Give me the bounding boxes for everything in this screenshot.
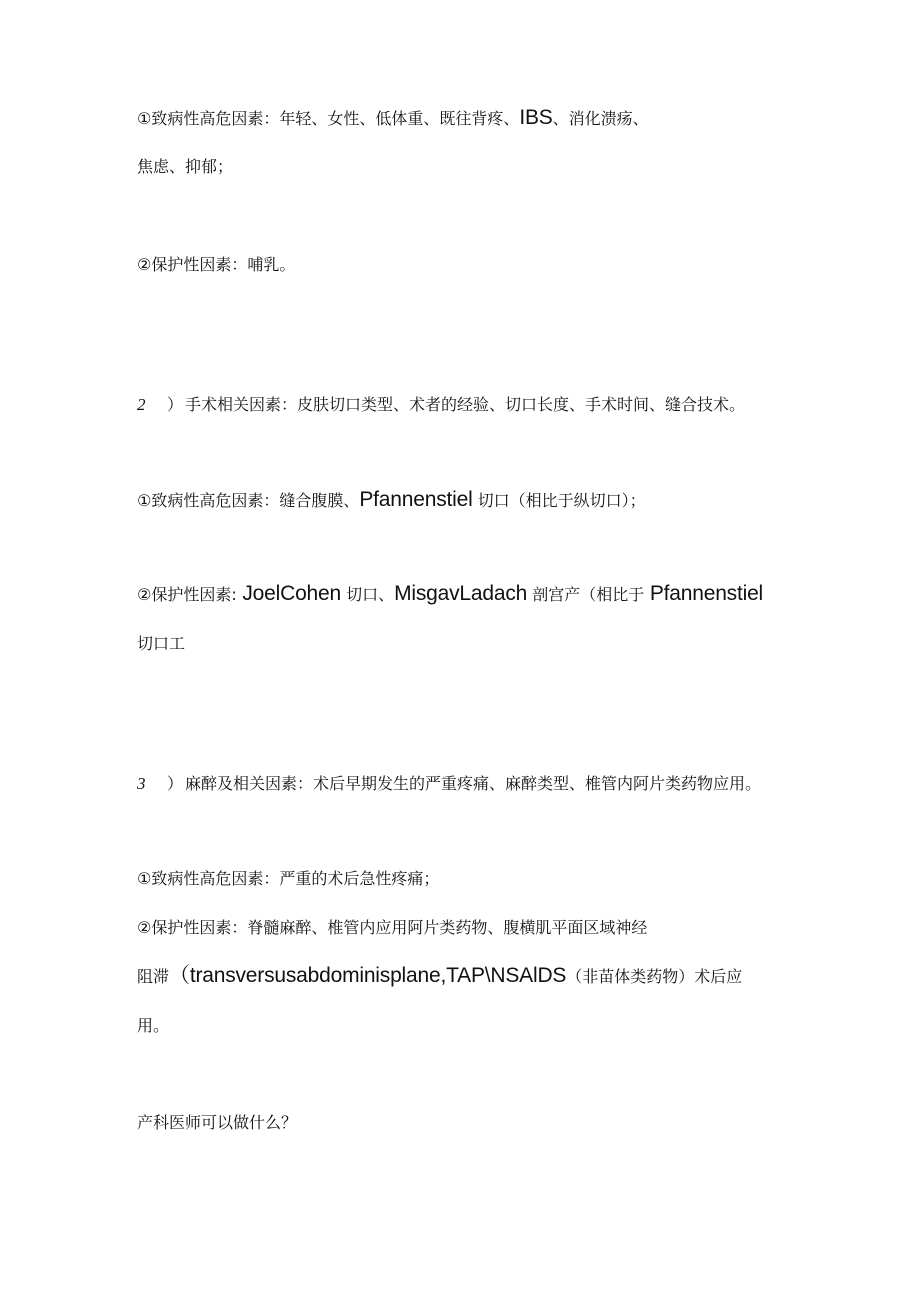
text-segment: 切口（相比于纵切口）； [472, 491, 646, 510]
text-segment: ①致病性高危因素：年轻、女性、低体重、既往背疼、 [137, 109, 520, 128]
text-segment: 、消化溃疡、 [552, 109, 649, 128]
section-paren: ） [167, 774, 184, 793]
paragraph-line-12 [137, 1015, 169, 1037]
text-segment: （非苗体类药物）术后应 [566, 967, 743, 986]
text-segment: ②保护性因素: [137, 585, 237, 604]
text-segment-latin: IBS [519, 106, 553, 129]
text-segment-latin: JoelCohen [236, 582, 341, 605]
text-segment: 焦虑、抑郁； [137, 157, 234, 176]
paragraph-line-5 [137, 489, 646, 512]
paragraph-line-10 [137, 917, 647, 939]
text-segment: ①致病性高危因素：严重的术后急性疼痛； [137, 869, 440, 888]
text-segment: 切口工 [137, 634, 186, 653]
section-heading-2 [137, 394, 745, 416]
text-segment: 阻滞 [137, 967, 170, 986]
paragraph-line-2 [137, 156, 233, 178]
text-segment: 麻醉及相关因素：术后早期发生的严重疼痛、麻醉类型、椎管内阿片类药物应用。 [185, 774, 762, 793]
text-segment-latin: （transversusabdominisplane,TAP\NSAlDS [169, 964, 567, 987]
text-segment: 剖宫产（相比于 [527, 585, 645, 604]
text-segment: 用。 [137, 1016, 170, 1035]
text-segment-latin: Pfannenstiel [644, 582, 764, 605]
text-segment: ②保护性因素：哺乳。 [137, 255, 296, 274]
section-number: 3 [137, 774, 146, 793]
text-segment: 切口、 [341, 585, 395, 604]
section-paren: ） [167, 395, 184, 414]
text-segment-latin: MisgavLadach [394, 582, 528, 605]
paragraph-line-11 [137, 965, 742, 988]
section-question [137, 1112, 297, 1134]
text-segment: ②保护性因素：脊髓麻醉、椎管内应用阿片类药物、腹横肌平面区域神经 [137, 918, 648, 937]
paragraph-line-6 [137, 583, 763, 606]
section-number: 2 [137, 395, 146, 414]
paragraph-line-3 [137, 254, 295, 276]
text-segment: ①致病性高危因素：缝合腹膜、 [137, 491, 360, 510]
paragraph-line-9 [137, 868, 439, 890]
paragraph-line-1 [137, 107, 649, 130]
paragraph-line-7 [137, 633, 185, 655]
text-segment: 产科医师可以做什么？ [137, 1113, 298, 1132]
text-segment: 手术相关因素：皮肤切口类型、术者的经验、切口长度、手术时间、缝合技术。 [185, 395, 746, 414]
text-segment-latin: Pfannenstiel [359, 488, 473, 511]
section-heading-3 [137, 773, 761, 795]
